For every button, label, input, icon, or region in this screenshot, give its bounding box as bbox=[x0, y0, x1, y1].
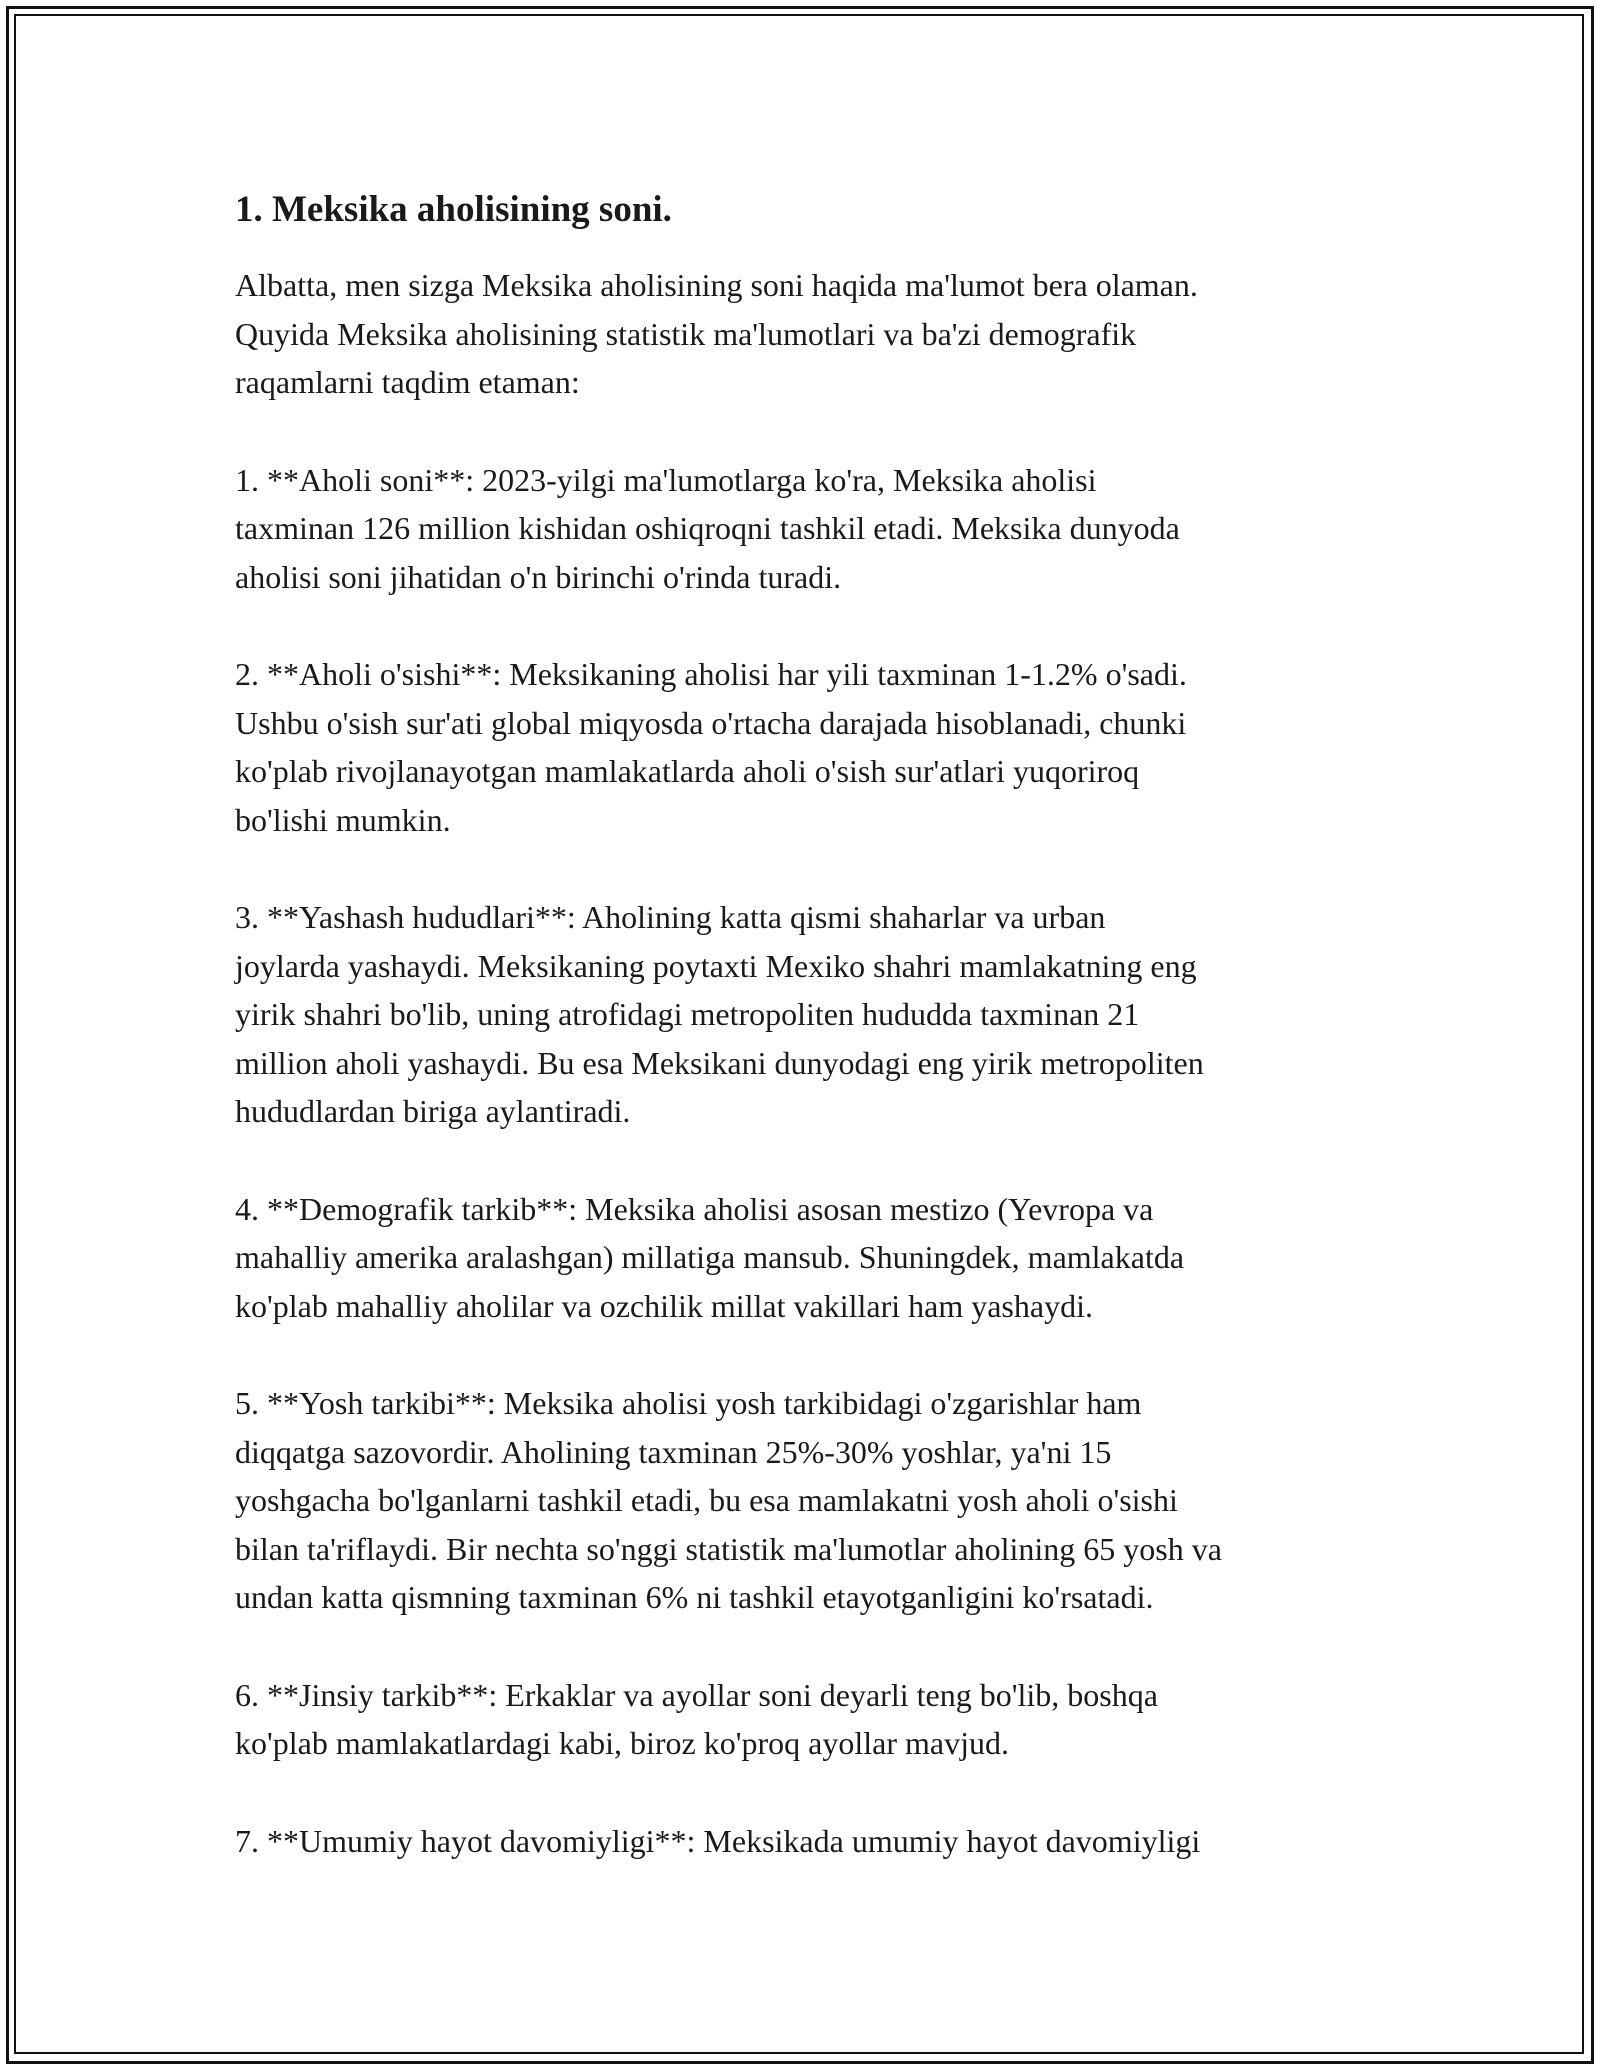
list-item-aholi-soni: 1. **Aholi soni**: 2023-yilgi ma'lumotlarga ko'ra, Meksika aholisi taxminan 126 million kishidan oshiqroqni tashkil etadi. Meksika dunyoda aholisi soni jihatidan o'n birinchi o'rinda turadi. bbox=[235, 461, 1180, 595]
list-item-jinsiy-tarkib: 6. **Jinsiy tarkib**: Erkaklar va ayollar soni deyarli teng bo'lib, boshqa ko'plab mamlakatlardagi kabi, biroz ko'proq ayollar mavjud. bbox=[235, 1676, 1158, 1761]
list-item-hayot-davomiyligi: 7. **Umumiy hayot davomiyligi**: Meksikada umumiy hayot davomiyligi bbox=[235, 1822, 1201, 1859]
intro-paragraph: Albatta, men sizga Meksika aholisining soni haqida ma'lumot bera olaman. Quyida Meksika aholisining statistik ma'lumotlari va ba'zi demografik raqamlarni taqdim etaman: bbox=[235, 267, 1198, 400]
list-item-yosh-tarkibi: 5. **Yosh tarkibi**: Meksika aholisi yosh tarkibidagi o'zgarishlar ham diqqatga sazovordir. Aholining taxminan 25%-30% yoshlar, ya'ni 15 yoshgacha bo'lganlarni tashkil etadi, bu esa mamlakatni yosh aholi o'sishi bilan ta'riflaydi. Bir nechta so'nggi statistik ma'lumotlar aholining 65 yosh va undan katta qismning taxminan 6% ni tashkil etayotganligini ko'rsatadi. bbox=[235, 1385, 1222, 1615]
list-item-demografik-tarkib: 4. **Demografik tarkib**: Meksika aholisi asosan mestizo (Yevropa va mahalliy amerika aralashgan) millatiga mansub. Shuningdek, mamlakatda ko'plab mahalliy aholilar va ozchilik millat vakillari ham yashaydi. bbox=[235, 1190, 1185, 1324]
document-body bbox=[235, 187, 1375, 1914]
document-heading: 1. Meksika aholisining soni. bbox=[235, 189, 672, 230]
list-item-aholi-osishi: 2. **Aholi o'sishi**: Meksikaning aholisi har yili taxminan 1-1.2% o'sadi. Ushbu o'sish sur'ati global miqyosda o'rtacha darajada hisoblanadi, chunki ko'plab rivojlanayotgan mamlakatlarda aholi o'sish sur'atlari yuqoriroq bo'lishi mumkin. bbox=[235, 656, 1187, 838]
list-item-yashash-hududlari: 3. **Yashash hududlari**: Aholining katta qismi shaharlar va urban joylarda yashaydi. Meksikaning poytaxti Mexiko shahri mamlakatning eng yirik shahri bo'lib, uning atrofidagi metropoliten hududda taxminan 21 million aholi yashaydi. Bu esa Meksikani dunyodagi eng yirik metropoliten hududlardan biriga aylantiradi. bbox=[235, 899, 1204, 1129]
